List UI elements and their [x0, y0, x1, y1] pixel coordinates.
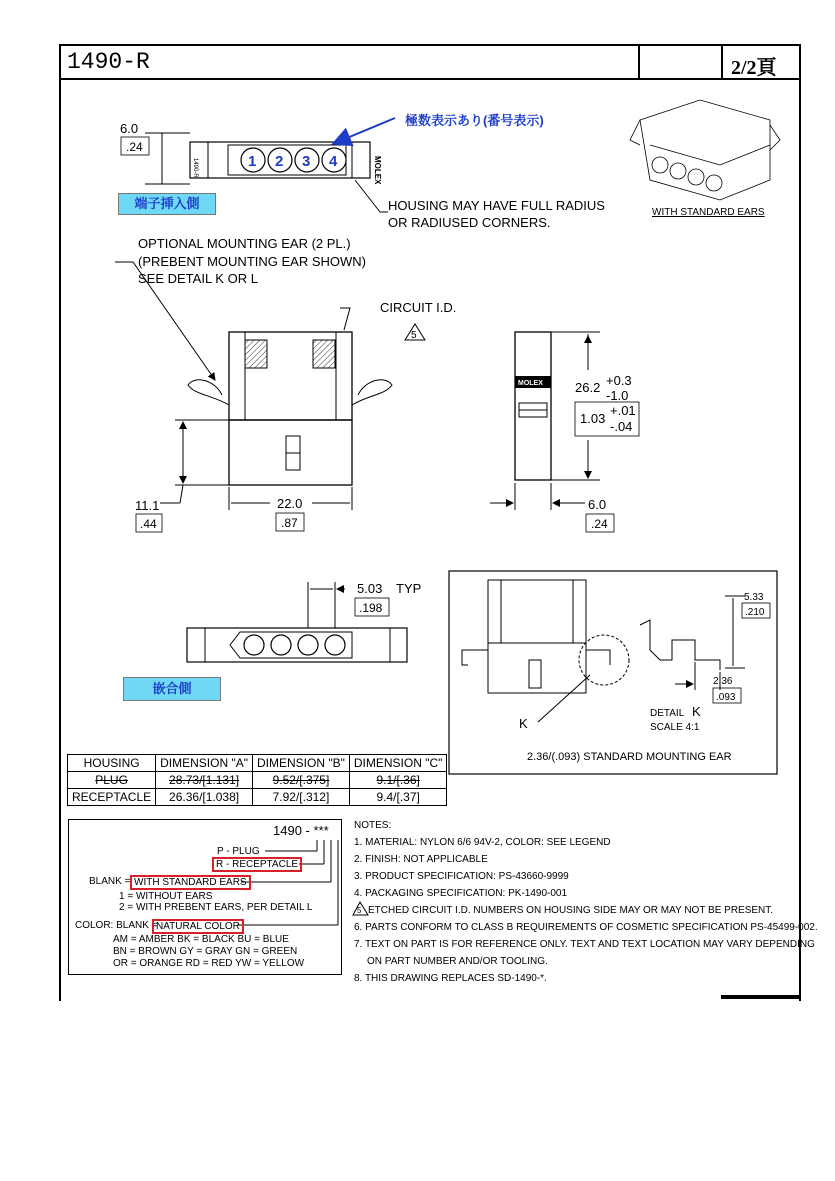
- dim-103-label: 1.03: [580, 411, 606, 426]
- table-cell: PLUG: [68, 772, 156, 789]
- notes-block: [354, 817, 818, 987]
- dim-6-end-sub: .24: [591, 517, 608, 531]
- standard-ears-caption: WITH STANDARD EARS: [652, 207, 765, 218]
- dimension-table: [67, 754, 447, 806]
- detail-dim-236-sub: .093: [716, 692, 736, 703]
- detail-dim-533: 5.33: [744, 592, 764, 603]
- note-item: 3. PRODUCT SPECIFICATION: PS-43660-9999: [354, 871, 569, 882]
- note-item: 8. THIS DRAWING REPLACES SD-1490-*.: [354, 973, 547, 984]
- pin-number-note: 極数表示あり(番号表示): [405, 113, 544, 128]
- order-receptacle: R - RECEPTACLE: [212, 857, 302, 872]
- order-color-value: NATURAL COLOR: [152, 919, 244, 934]
- table-row: [68, 789, 447, 806]
- order-blank-value: WITH STANDARD EARS: [130, 875, 251, 890]
- housing-note-1: HOUSING MAY HAVE FULL RADIUS: [388, 198, 605, 213]
- dim-11-label: 11.1: [135, 498, 160, 513]
- order-plug: P - PLUG: [217, 846, 260, 857]
- order-ears-1: 1 = WITHOUT EARS: [119, 891, 213, 902]
- detail-caption: 2.36/(.093) STANDARD MOUNTING EAR: [527, 751, 732, 763]
- order-ears-2: 2 = WITH PREBENT EARS, PER DETAIL L: [119, 902, 313, 913]
- note-item: ON PART NUMBER AND/OR TOOLING.: [367, 956, 548, 967]
- dim-26-minus: -1.0: [606, 388, 629, 403]
- circuit-flag: 5: [411, 330, 417, 341]
- table-cell: 9.1/[.36]: [349, 772, 447, 789]
- table-cell: 26.36/[1.038]: [156, 789, 253, 806]
- mount-note-1: OPTIONAL MOUNTING EAR (2 PL.): [138, 236, 351, 251]
- table-cell: 9.52/[.375]: [253, 772, 350, 789]
- drawing-title: 1490-R: [67, 49, 150, 75]
- dim-6-label: 6.0: [120, 121, 139, 136]
- pitch-label: 5.03: [357, 581, 383, 596]
- order-code-box: [68, 819, 342, 975]
- note-item: 1. MATERIAL: NYLON 6/6 94V-2, COLOR: SEE LEGEND: [354, 837, 611, 848]
- end-view-brand: MOLEX: [518, 380, 543, 387]
- detail-letter: K: [692, 704, 701, 719]
- pin-number: 1: [248, 153, 257, 170]
- page-number: 2/2頁: [731, 57, 777, 79]
- detail-dim-236: 2.36: [713, 676, 733, 687]
- pitch-typ: TYP: [396, 581, 422, 596]
- table-cell: 7.92/[.312]: [253, 789, 350, 806]
- circuit-id-label: CIRCUIT I.D.: [380, 300, 457, 315]
- note-item: 2. FINISH: NOT APPLICABLE: [354, 854, 488, 865]
- order-part-number: 1490 - ***: [273, 823, 329, 838]
- pin-number: 3: [302, 153, 311, 170]
- pin-number: 4: [329, 153, 338, 170]
- top-view-part-label: 1490-R: [192, 158, 198, 178]
- mating-view: [187, 581, 421, 662]
- dim-26-plus: +0.3: [606, 373, 632, 388]
- dim-103-minus: -.04: [610, 419, 633, 434]
- note5-flag: 5: [357, 906, 362, 915]
- dim-6-sub: .24: [126, 140, 143, 154]
- detail-k-callout: K: [519, 716, 528, 731]
- note-item: 4. PACKAGING SPECIFICATION: PK-1490-001: [354, 888, 568, 899]
- dim-11-sub: .44: [140, 517, 157, 531]
- table-cell: 9.4/[.37]: [349, 789, 447, 806]
- order-colors-2: BN = BROWN GY = GRAY GN = GREEN: [113, 946, 298, 957]
- housing-note-2: OR RADIUSED CORNERS.: [388, 215, 551, 230]
- detail-k-view: [449, 571, 777, 774]
- dim-103-plus: +.01: [610, 403, 636, 418]
- note-item: 6. PARTS CONFORM TO CLASS B REQUIREMENTS OF COSMETIC SPECIFICATION PS-45499-002.: [354, 922, 818, 933]
- table-cell: 28.73/[1.131]: [156, 772, 253, 789]
- dim-26-label: 26.2: [575, 380, 601, 395]
- detail-scale: SCALE 4:1: [650, 722, 700, 733]
- isometric-sketch: [630, 100, 780, 200]
- order-colors-1: AM = AMBER BK = BLACK BU = BLUE: [113, 934, 289, 945]
- detail-dim-533-sub: .210: [745, 607, 765, 618]
- table-header: DIMENSION "B": [253, 755, 350, 772]
- pitch-sub: .198: [359, 601, 383, 615]
- table-header: DIMENSION "A": [156, 755, 253, 772]
- note-item: ETCHED CIRCUIT I.D. NUMBERS ON HOUSING SIDE MAY OR MAY NOT BE PRESENT.: [368, 905, 774, 916]
- top-view-brand: MOLEX: [373, 156, 382, 185]
- order-color-prefix: COLOR: BLANK =: [75, 920, 158, 931]
- side-view: [115, 262, 639, 532]
- note-item: 7. TEXT ON PART IS FOR REFERENCE ONLY. TEXT AND TEXT LOCATION MAY VARY DEPENDING: [354, 939, 815, 950]
- table-cell: RECEPTACLE: [68, 789, 156, 806]
- mount-note-3: SEE DETAIL K OR L: [138, 271, 258, 286]
- dim-22-label: 22.0: [277, 496, 303, 511]
- dim-22-sub: .87: [281, 516, 298, 530]
- order-colors-3: OR = ORANGE RD = RED YW = YELLOW: [113, 958, 305, 969]
- table-header: HOUSING: [68, 755, 156, 772]
- detail-label: DETAIL: [650, 708, 685, 719]
- table-row: [68, 772, 447, 789]
- mount-note-2: (PREBENT MOUNTING EAR SHOWN): [138, 254, 366, 269]
- pin-number: 2: [275, 153, 284, 170]
- notes-title: NOTES:: [354, 820, 392, 831]
- order-blank-prefix: BLANK =: [89, 876, 131, 887]
- mating-side-badge: 嵌合側: [123, 677, 221, 701]
- table-header: DIMENSION "C": [349, 755, 447, 772]
- dim-6-end-label: 6.0: [588, 497, 607, 512]
- insert-side-badge: 端子挿入側: [118, 193, 216, 215]
